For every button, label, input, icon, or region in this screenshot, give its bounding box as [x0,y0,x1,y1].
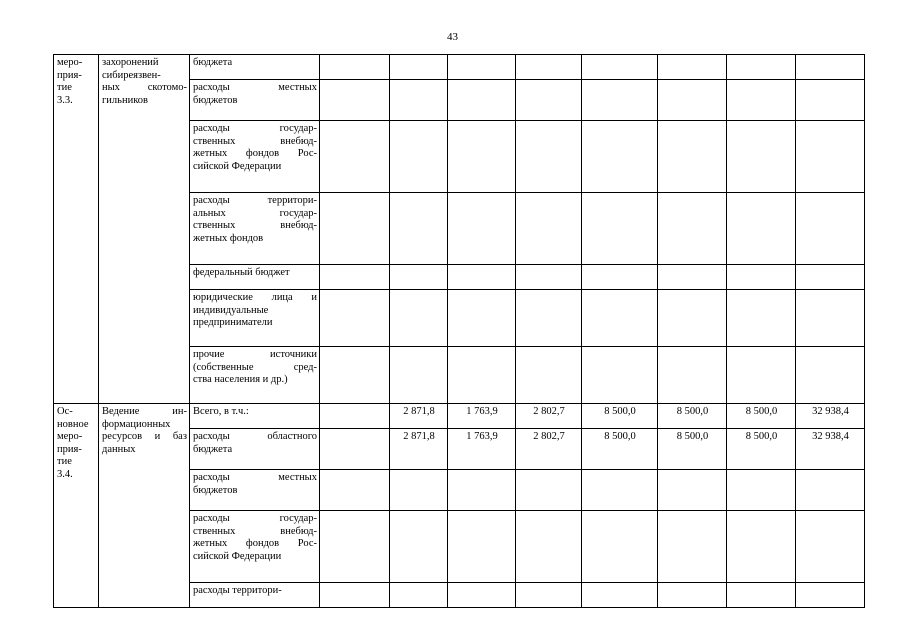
budget-table [53,54,905,608]
cell-line: бюджета [193,57,233,68]
value-cell [320,80,390,121]
value-cell [320,265,390,290]
cell-line: данных [102,443,136,455]
cell-line: прия- [57,69,82,81]
cell-line: Всего, в т.ч.: [193,406,249,417]
value-cell [796,265,865,290]
table-row [54,55,905,80]
value-cell [390,290,448,347]
value-cell [448,511,516,583]
value-cell [582,80,658,121]
cell-line: юридические лица и [193,292,317,303]
value-cell [320,55,390,80]
value-cell: 2 871,8 [390,429,448,470]
value-cell [727,55,796,80]
value-cell [516,583,582,608]
value-cell [448,121,516,193]
value-cell [658,55,727,80]
value-cell [796,121,865,193]
value-cell [320,404,390,429]
cell-line: прочие источники [193,349,317,360]
value-cell [516,265,582,290]
value-cell [516,470,582,511]
cell-line: захоронений [102,57,159,68]
value-cell: 32 938,4 [796,429,865,470]
value-cell [582,265,658,290]
cell-line: альных государ- [193,207,317,219]
value-cell [448,347,516,404]
cell-line: расходы областного [193,431,317,442]
funding-source-cell [190,347,320,404]
value-cell [320,511,390,583]
value-cell [582,347,658,404]
value-cell: 2 871,8 [390,404,448,429]
value-cell [390,511,448,583]
value-cell [658,265,727,290]
cell-line: меро- [57,431,83,442]
table-row [54,404,905,429]
value-cell [582,290,658,347]
value-cell [320,429,390,470]
cell-line: формационных [102,418,171,430]
cell-line: расходы государ- [193,123,317,134]
value-cell [658,80,727,121]
value-cell [516,347,582,404]
value-cell: 8 500,0 [727,404,796,429]
funding-source-cell [190,265,320,290]
value-cell [390,80,448,121]
value-cell [658,193,727,265]
cell-line: (собственные сред- [193,361,317,373]
value-cell [516,55,582,80]
funding-source-cell [190,55,320,80]
funding-source-cell [190,583,320,608]
value-cell [582,470,658,511]
value-cell [390,265,448,290]
cell-line: бюджетов [193,484,238,496]
value-cell [796,347,865,404]
cell-line: Ос- [57,406,73,417]
cell-line: сийской Федерации [193,550,282,562]
value-cell [658,121,727,193]
cell-line: расходы местных [193,472,317,483]
value-cell [658,290,727,347]
cell-line: ства населения и др.) [193,374,288,385]
value-cell [658,583,727,608]
value-cell [390,121,448,193]
value-cell: 8 500,0 [582,404,658,429]
value-cell [516,121,582,193]
value-cell [796,470,865,511]
value-cell: 32 938,4 [796,404,865,429]
value-cell [582,55,658,80]
value-cell: 8 500,0 [658,404,727,429]
cell-line: бюджетов [193,94,238,106]
cell-line: ственных внебюд- [193,525,317,537]
value-cell [658,347,727,404]
cell-line: индивидуальные [193,304,269,316]
activity-name-cell [99,55,190,404]
value-cell [582,193,658,265]
cell-line: жетных фондов Рос- [193,148,317,159]
funding-source-cell [190,470,320,511]
value-cell [320,470,390,511]
value-cell [727,511,796,583]
value-cell [516,193,582,265]
value-cell [582,511,658,583]
value-cell [796,55,865,80]
value-cell: 2 802,7 [516,429,582,470]
value-cell [582,583,658,608]
activity-title-cell [54,404,99,608]
value-cell [390,55,448,80]
cell-line: сибиреязвен- [102,69,161,81]
value-cell [320,193,390,265]
value-cell [658,511,727,583]
value-cell [727,290,796,347]
value-cell [727,583,796,608]
funding-source-cell [190,121,320,193]
value-cell [448,583,516,608]
cell-line: 3.3. [57,94,73,106]
value-cell [390,347,448,404]
value-cell [320,121,390,193]
value-cell [390,193,448,265]
value-cell [727,470,796,511]
table-body [54,55,905,608]
value-cell [658,470,727,511]
cell-line: тие [57,456,72,467]
cell-line: расходы территори- [193,585,282,596]
value-cell: 8 500,0 [727,429,796,470]
value-cell [448,290,516,347]
funding-source-cell [190,429,320,470]
value-cell: 1 763,9 [448,404,516,429]
cell-line: расходы территори- [193,195,317,206]
value-cell [727,265,796,290]
value-cell [796,80,865,121]
value-cell [516,511,582,583]
page-number: 43 [447,31,458,43]
value-cell [320,347,390,404]
cell-line: ресурсов и баз [102,431,187,442]
value-cell: 1 763,9 [448,429,516,470]
cell-line: федеральный бюджет [193,267,290,278]
funding-source-cell [190,193,320,265]
value-cell [320,583,390,608]
value-cell [727,121,796,193]
value-cell [390,470,448,511]
cell-line: бюджета [193,443,233,455]
cell-line: прия- [57,443,82,455]
value-cell: 8 500,0 [658,429,727,470]
funding-source-cell [190,511,320,583]
cell-line: сийской Федерации [193,160,282,172]
activity-name-cell [99,404,190,608]
value-cell [727,80,796,121]
value-cell [448,80,516,121]
cell-line: новное [57,418,89,430]
value-cell [727,193,796,265]
cell-line: жетных фондов Рос- [193,538,317,549]
value-cell: 8 500,0 [582,429,658,470]
value-cell [448,265,516,290]
cell-line: 3.4. [57,468,73,480]
cell-line: ственных внебюд- [193,220,317,231]
cell-line: меро- [57,57,83,68]
value-cell [516,290,582,347]
activity-title-cell [54,55,99,404]
value-cell [582,121,658,193]
value-cell [796,290,865,347]
value-cell [448,193,516,265]
cell-line: расходы государ- [193,513,317,524]
cell-line: жетных фондов [193,232,264,244]
cell-line: ных скотомо- [102,82,187,93]
value-cell [727,347,796,404]
value-cell [448,55,516,80]
value-cell [320,290,390,347]
funding-source-cell [190,80,320,121]
value-cell: 2 802,7 [516,404,582,429]
cell-line: Ведение ин- [102,406,187,417]
value-cell [796,511,865,583]
value-cell [390,583,448,608]
value-cell [448,470,516,511]
value-cell [516,80,582,121]
value-cell [796,583,865,608]
cell-line: расходы местных [193,82,317,93]
cell-line: гильников [102,94,148,106]
cell-line: ственных внебюд- [193,135,317,147]
cell-line: тие [57,82,72,93]
funding-source-cell [190,290,320,347]
value-cell [796,193,865,265]
cell-line: предприниматели [193,317,273,328]
funding-source-cell [190,404,320,429]
